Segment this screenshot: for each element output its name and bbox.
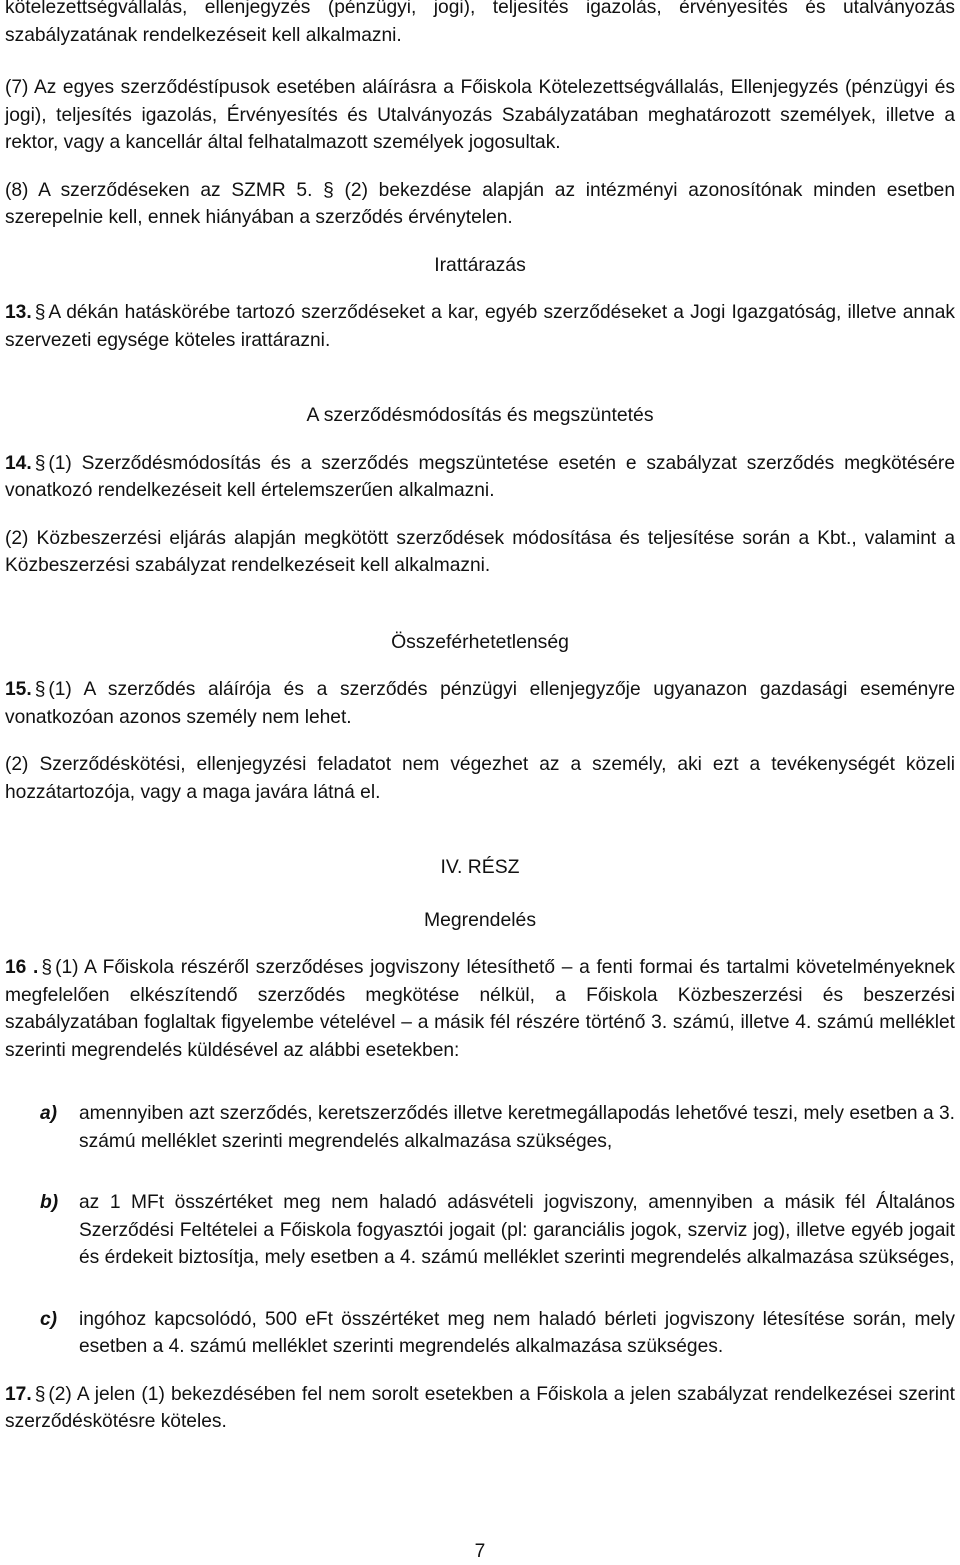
list-text-a: amennyiben azt szerződés, keretszerződés illetve keretmegállapodás lehetővé teszi, mely esetben a 3. számú melléklet szerinti megrendelés alkalmazása szükséges, <box>79 1103 955 1152</box>
section-symbol: § <box>34 302 46 323</box>
section-17 <box>5 1381 955 1436</box>
paragraph-continuation: kötelezettségvállalás, ellenjegyzés (pénzügyi, jogi), teljesítés igazolás, érvényesítés és utalványozás szabályzatának rendelkezéseit kell alkalmazni. <box>5 0 955 46</box>
section-symbol: § <box>34 679 46 700</box>
heading-modositas: A szerződésmódosítás és megszüntetés <box>306 404 654 426</box>
section-13 <box>5 299 955 354</box>
list-marker-b: b) <box>40 1192 59 1213</box>
page-number: 7 <box>474 1541 486 1562</box>
section-14-number: 14. <box>5 452 32 474</box>
heading-megrendeles: Megrendelés <box>423 908 537 931</box>
section-14-paragraph-2: (2) Közbeszerzési eljárás alapján megkötött szerződések módosítása és teljesítése során a Kbt., valamint a Közbeszerzési szabályzat rendelkezéseit kell alkalmazni. <box>5 527 955 576</box>
section-15-paragraph-2: (2) Szerződéskötési, ellenjegyzési feladatot nem végezhet az a személy, aki ezt a tevékenységét közeli hozzátartozója, vagy a maga javára látná el. <box>5 754 955 803</box>
document-page <box>5 0 955 1436</box>
paragraph-7: (7) Az egyes szerződéstípusok esetében aláírásra a Főiskola Kötelezettségvállalás, Ellenjegyzés (pénzügyi és jogi), teljesítés igazolás, Érvényesítés és Utalványozás Szabályzatában meghatározott személyek, illetve a rektor, vagy a kancellár által felhatalmazott személyek jogosultak. <box>5 77 955 153</box>
section-17-number: 17. <box>5 1383 32 1405</box>
section-15-paragraph-1 <box>5 676 955 731</box>
section-15-text-1: (1) A szerződés aláírója és a szerződés pénzügyi ellenjegyzője ugyanazon gazdasági eseményre vonatkozóan azonos személy nem lehet. <box>5 679 955 728</box>
section-15-number: 15. <box>5 679 32 700</box>
section-symbol: § <box>34 1383 46 1405</box>
list-text-b: az 1 MFt összértéket meg nem haladó adásvételi jogviszony, amennyiben a másik fél Általános Szerződési Feltételei a Főiskola fogyasztói jogait (pl: garanciális jogok, szerviz jog), illetve egyéb jogait és érdekeit biztosítja, mely esetben a 4. számú melléklet szerinti megrendelés alkalmazása szükséges, <box>79 1192 955 1268</box>
part-heading: IV. RÉSZ <box>440 856 520 878</box>
list-item-c <box>5 1306 955 1361</box>
section-14-paragraph-1 <box>5 450 955 505</box>
section-17-text: (2) A jelen (1) bekezdésében fel nem sorolt esetekben a Főiskola a jelen szabályzat rendelkezései szerint szerződéskötésre köteles. <box>5 1383 955 1432</box>
list-marker-c: c) <box>40 1308 58 1330</box>
section-13-number: 13. <box>5 302 32 323</box>
list-item-b <box>5 1189 955 1272</box>
section-16-text-1: (1) A Főiskola részéről szerződéses jogviszony létesíthető – a fenti formai és tartalmi követelményeknek megfelelően elkészítendő szerződés megkötése nélkül, a Főiskola Közbeszerzési és beszerzési szabályzatában foglaltak figyelembe vételével – a másik fél részére történő 3. számú, illetve 4. számú melléklet szerinti megrendelés küldésével az alábbi esetekben: <box>5 957 955 1061</box>
section-symbol: § <box>41 957 53 978</box>
heading-irattarazas: Irattárazás <box>434 253 526 276</box>
heading-osszeferhetetlenseg: Összeférhetetlenség <box>391 630 569 653</box>
section-symbol: § <box>34 452 46 474</box>
section-16-paragraph-1 <box>5 954 955 1064</box>
list-text-c: ingóhoz kapcsolódó, 500 eFt összértéket meg nem haladó bérleti jogviszony létesítése során, mely esetben a 4. számú melléklet szerinti megrendelés alkalmazása szükséges. <box>79 1308 955 1357</box>
list-item-a <box>5 1100 955 1155</box>
section-14-text-1: (1) Szerződésmódosítás és a szerződés megszüntetése esetén e szabályzat szerződés megkötésére vonatkozó rendelkezéseit kell értelemszerűen alkalmazni. <box>5 452 955 501</box>
section-16-number: 16 . <box>5 957 39 978</box>
paragraph-8: (8) A szerződéseken az SZMR 5. § (2) bekezdése alapján az intézményi azonosítónak minden esetben szerepelnie kell, ennek hiányában a szerződés érvénytelen. <box>5 179 955 228</box>
list-marker-a: a) <box>40 1103 58 1124</box>
section-13-text: A dékán hatáskörébe tartozó szerződéseket a kar, egyéb szerződéseket a Jogi Igazgatóság, illetve annak szervezeti egysége köteles irattárazni. <box>5 302 955 351</box>
